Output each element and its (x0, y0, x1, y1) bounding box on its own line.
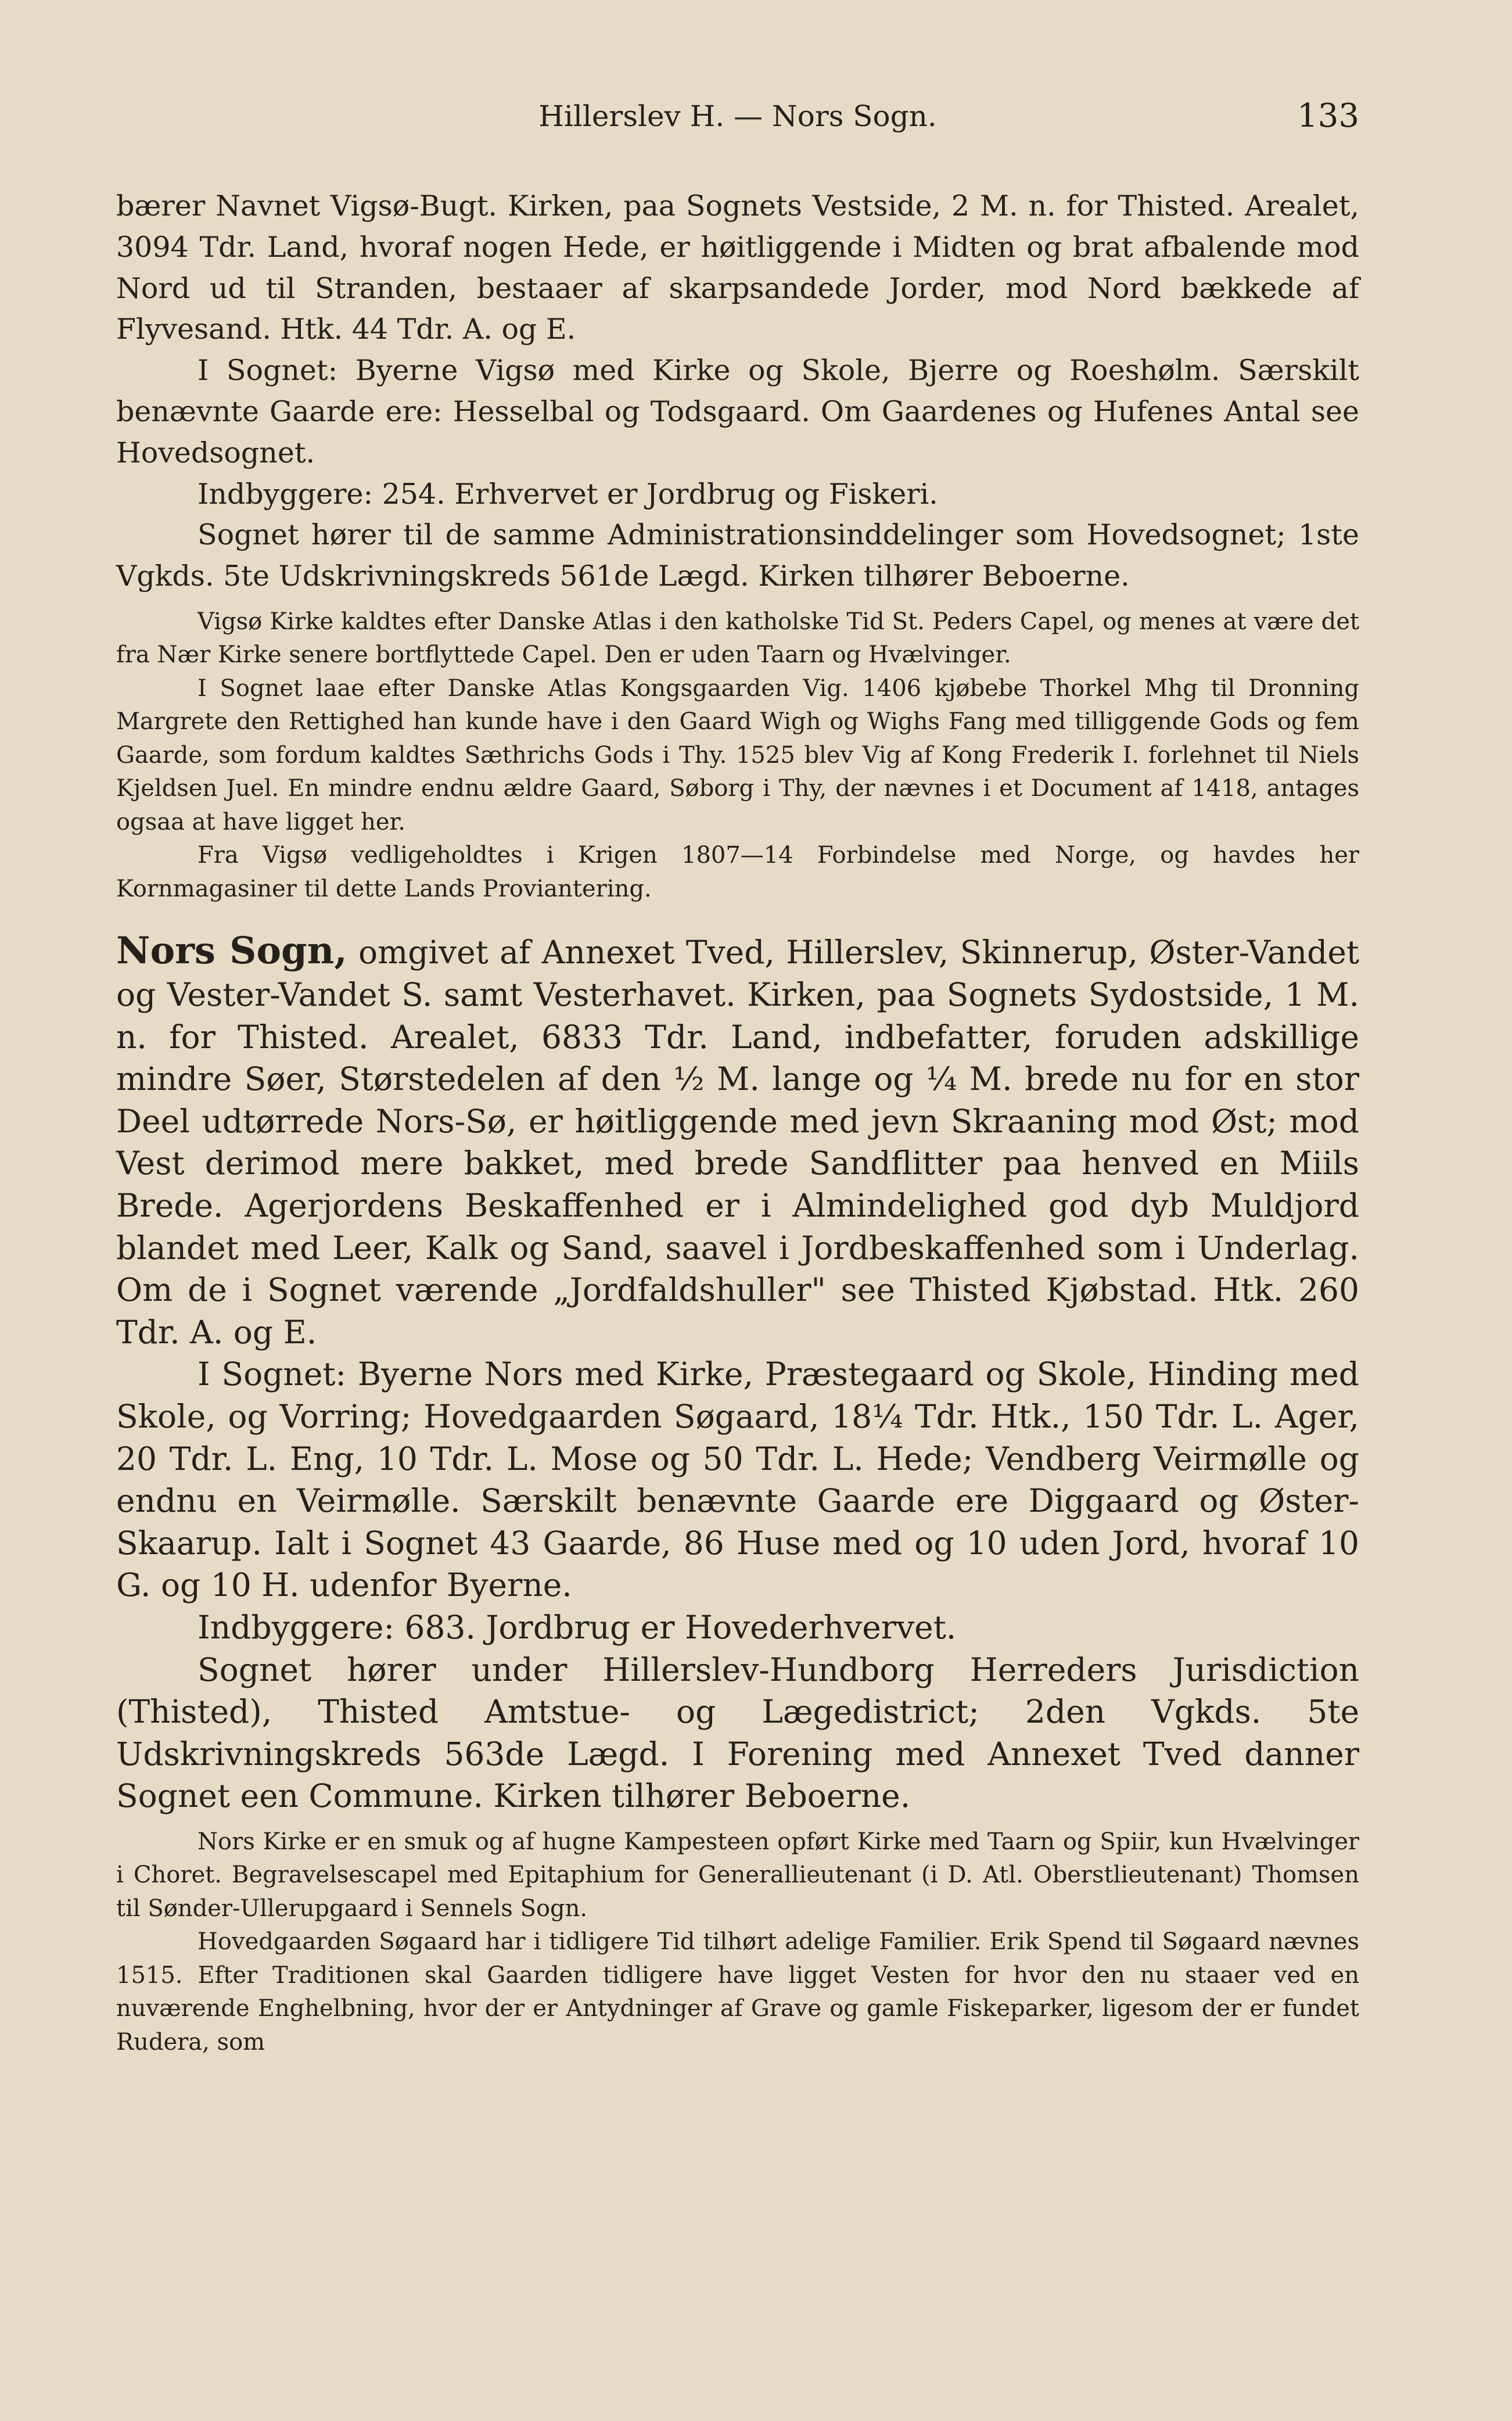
footnote-paragraph: Nors Kirke er en smuk og af hugne Kampesteen opført Kirke med Taarn og Spiir, kun Hvælvinger i Choret. Begravelsescapel med Epitaphium for Generallieutenant (i D. Atl. Oberstlieutenant) Thomsen til Sønder-Ullerupgaard i Sennels Sogn. (116, 1828, 1359, 1922)
body-paragraph: Indbyggere: 254. Erhvervet er Jordbrug og Fiskeri. (197, 477, 938, 511)
footnotes (116, 605, 1359, 906)
body-paragraph: Sognet hører under Hillerslev-Hundborg Herreders Jurisdiction (Thisted), Thisted Amtstue- og Lægedistrict; 2den Vgkds. 5te Udskrivningskreds 563de Lægd. I Forening med Annexet Tved danner Sognet een Commune. Kirken tilhører Beboerne. (116, 1651, 1359, 1815)
running-title: Hillerslev H. — Nors Sogn. (538, 99, 937, 133)
body-paragraph: I Sognet: Byerne Vigsø med Kirke og Skole, Bjerre og Roeshølm. Særskilt benævnte Gaarde ere: Hesselbal og Todsgaard. Om Gaardenes og Hufenes Antal see Hovedsognet. (116, 354, 1359, 469)
footnote-paragraph: Hovedgaarden Søgaard har i tidligere Tid tilhørt adelige Familier. Erik Spend til Søgaard nævnes 1515. Efter Traditionen skal Gaarden tidligere have ligget Vesten for hvor den nu staaer ved en nuværende Enghelbning, hvor der er Antydninger af Grave og gamle Fiskeparker, ligesom der er fundet Rudera, som (116, 1928, 1359, 2056)
body-paragraph: bærer Navnet Vigsø-Bugt. Kirken, paa Sognets Vestside, 2 M. n. for Thisted. Arealet, 3094 Tdr. Land, hvoraf nogen Hede, er høitliggende i Midten og brat afbalende mod Nord ud til Stranden, bestaaer af skarpsandede Jorder, mod Nord bækkede af Flyvesand. Htk. 44 Tdr. A. og E. (116, 189, 1359, 346)
footnote-paragraph: Vigsø Kirke kaldtes efter Danske Atlas i den katholske Tid St. Peders Capel, og menes at være det fra Nær Kirke senere bortflyttede Capel. Den er uden Taarn og Hvælvinger. (116, 608, 1359, 669)
body-paragraph: Sognet hører til de samme Administrationsinddelinger som Hovedsognet; 1ste Vgkds. 5te Udskrivningskreds 561de Lægd. Kirken tilhører Beboerne. (116, 518, 1359, 593)
footnote-paragraph: Fra Vigsø vedligeholdtes i Krigen 1807—14 Forbindelse med Norge, og havdes her Kornmagasiner til dette Lands Proviantering. (116, 842, 1359, 902)
section-heading: Nors Sogn, (116, 929, 347, 973)
footnote-paragraph: I Sognet laae efter Danske Atlas Kongsgaarden Vig. 1406 kjøbebe Thorkel Mhg til Dronning Margrete den Rettighed han kunde have i den Gaard Wigh og Wighs Fang med tilliggende Gods og fem Gaarde, som fordum kaldtes Sæthrichs Gods i Thy. 1525 blev Vig af Kong Frederik I. forlehnet til Niels Kjeldsen Juel. En mindre endnu ældre Gaard, Søborg i Thy, der nævnes i et Document af 1418, antages ogsaa at have ligget her. (116, 675, 1359, 835)
running-head (116, 93, 1359, 139)
page-body (116, 186, 1359, 2059)
footnotes (116, 1825, 1359, 2060)
page-number: 133 (1297, 97, 1359, 135)
vigsoe-section (116, 186, 1359, 906)
section-intro-text: omgivet af Annexet Tved, Hillerslev, Skinnerup, Øster-Vandet og Vester-Vandet S. samt Vesterhavet. Kirken, paa Sognets Sydostside, 1 M. n. for Thisted. Arealet, 6833 Tdr. Land, indbefatter, foruden adskillige mindre Søer, Størstedelen af den ½ M. lange og ¼ M. brede nu for en stor Deel udtørrede Nors-Sø, er høitliggende med jevn Skraaning mod Øst; mod Vest derimod mere bakket, med brede Sandflitter paa henved en Miils Brede. Agerjordens Beskaffenhed er i Almindelighed god dyb Muldjord blandet med Leer, Kalk og Sand, saavel i Jordbeskaffenhed som i Underlag. Om de i Sognet værende „Jordfaldshuller" see Thisted Kjøbstad. Htk. 260 Tdr. A. og E. (116, 934, 1360, 1351)
body-paragraph: Indbyggere: 683. Jordbrug er Hovederhvervet. (197, 1608, 957, 1646)
nors-section (116, 930, 1359, 2059)
section-intro-paragraph (116, 930, 1359, 1353)
body-paragraph: I Sognet: Byerne Nors med Kirke, Præstegaard og Skole, Hinding med Skole, og Vorring; Hovedgaarden Søgaard, 18¼ Tdr. Htk., 150 Tdr. L. Ager, 20 Tdr. L. Eng, 10 Tdr. L. Mose og 50 Tdr. L. Hede; Vendberg Veirmølle og endnu en Veirmølle. Særskilt benævnte Gaarde ere Diggaard og Øster-Skaarup. Ialt i Sognet 43 Gaarde, 86 Huse med og 10 uden Jord, hvoraf 10 G. og 10 H. udenfor Byerne. (116, 1355, 1359, 1604)
